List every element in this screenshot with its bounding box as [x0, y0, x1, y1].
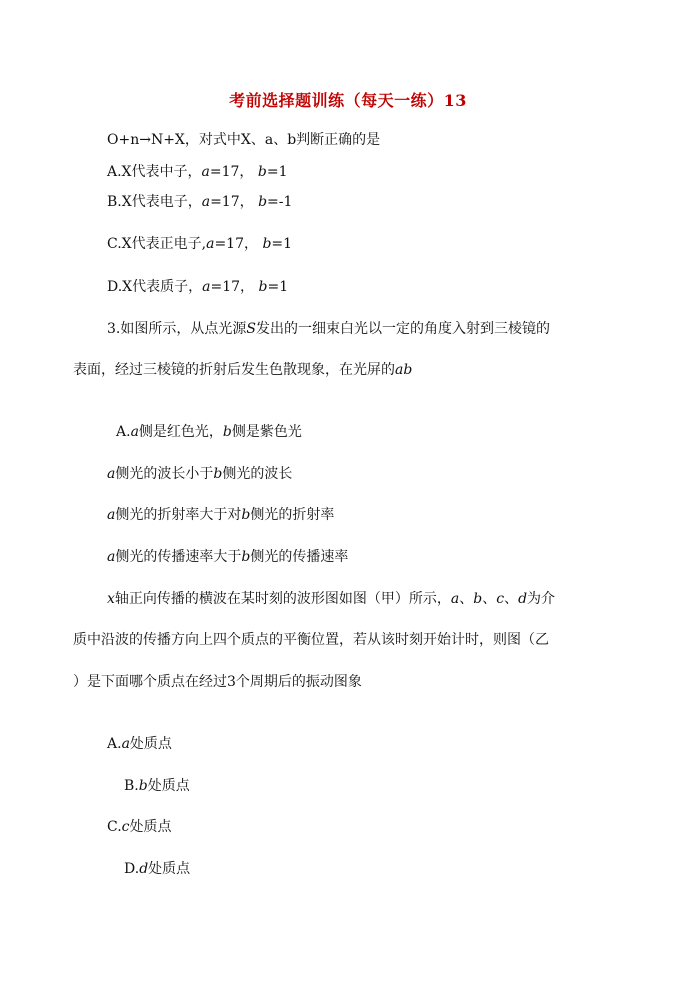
q3-text: 发出的一细束白光以一定的角度入射到三棱镜的 — [255, 321, 550, 337]
var-a: a — [202, 279, 211, 295]
separator: 、 — [504, 591, 519, 607]
q4-option-d — [124, 860, 190, 878]
option-prefix: D. — [124, 861, 140, 877]
option-prefix: B. — [124, 778, 139, 794]
q4-text: 轴正向传播的横波在某时刻的波形图如图（甲）所示， — [114, 591, 451, 607]
option-text: 处质点 — [148, 861, 191, 877]
q4-option-c — [107, 818, 172, 836]
separator: 、 — [482, 591, 497, 607]
var-s: S — [246, 321, 256, 337]
option-text: 侧光的波长小于 — [115, 466, 214, 482]
value-a: =17， — [214, 236, 258, 252]
q3-text: 表面，经过三棱镜的折射后发生色散现象，在光屏的 — [73, 362, 395, 378]
q3-option-a — [116, 423, 302, 441]
var-b: b — [257, 164, 267, 180]
q1-option-c — [107, 235, 292, 253]
option-prefix: B.X代表电子， — [107, 194, 202, 210]
var-b: b — [241, 549, 251, 565]
var-a: a — [121, 736, 130, 752]
separator: 、 — [459, 591, 474, 607]
value-b: =1 — [266, 164, 288, 180]
var-a: a — [130, 424, 139, 440]
var-a: a — [450, 591, 460, 607]
page-title: 考前选择题训练（每天一练）13 — [229, 91, 467, 110]
var-a: a — [107, 507, 116, 523]
q4-text: 为介 — [527, 591, 556, 607]
q3-stem-line-2 — [73, 361, 412, 379]
q1-stem: O+n→N+X，对式中X、a、b判断正确的是 — [107, 132, 381, 148]
option-text: 侧光的波长 — [222, 466, 293, 482]
option-prefix: A. — [116, 424, 131, 440]
option-text: 侧光的折射率 — [250, 507, 335, 523]
var-b: b — [213, 466, 223, 482]
value-b: =1 — [271, 236, 293, 252]
option-text: 处质点 — [129, 736, 172, 752]
value-a: =17， — [210, 194, 254, 210]
var-a: a — [201, 194, 211, 210]
option-text: 处质点 — [129, 819, 172, 835]
var-a: a — [107, 466, 116, 482]
var-b: b — [138, 778, 148, 794]
q3-text: 3.如图所示，从点光源 — [107, 321, 247, 337]
q4-stem-line-2: 质中沿波的传播方向上四个质点的平衡位置，若从该时刻开始计时，则图（乙 — [73, 632, 549, 648]
var-c: c — [496, 591, 505, 607]
var-d: d — [518, 591, 528, 607]
option-text: 侧光的传播速率大于 — [115, 549, 242, 565]
value-b: =-1 — [267, 194, 293, 210]
var-b: b — [258, 279, 268, 295]
option-prefix: A. — [107, 736, 122, 752]
var-a: a — [107, 549, 116, 565]
var-b: b — [258, 194, 268, 210]
var-a: a — [201, 164, 210, 180]
q1-option-d — [107, 278, 288, 296]
q1-option-b — [107, 193, 292, 211]
q3-option-d — [107, 548, 348, 566]
var-c: c — [121, 819, 130, 835]
var-a: a — [206, 236, 215, 252]
q3-option-b — [107, 465, 292, 483]
q4-stem-line-3: ）是下面哪个质点在经过3个周期后的振动图象 — [73, 674, 362, 690]
var-b: b — [473, 591, 483, 607]
var-ab: ab — [395, 362, 413, 378]
q4-stem-line-1 — [107, 590, 555, 608]
var-b: b — [241, 507, 251, 523]
q3-option-c — [107, 506, 334, 524]
var-d: d — [139, 861, 149, 877]
option-text: 处质点 — [147, 778, 190, 794]
option-text: 侧光的折射率大于对 — [115, 507, 242, 523]
option-text: 侧是紫色光 — [231, 424, 302, 440]
q1-option-a — [107, 163, 288, 181]
value-b: =1 — [267, 279, 289, 295]
option-text: 侧光的传播速率 — [250, 549, 349, 565]
option-prefix: A.X代表中子， — [107, 164, 202, 180]
option-prefix: D.X代表质子， — [107, 279, 203, 295]
value-a: =17， — [209, 164, 254, 180]
q3-stem-line-1 — [107, 320, 550, 338]
option-prefix: C.X代表正电子, — [107, 236, 207, 252]
var-x: x — [107, 591, 115, 607]
option-prefix: C. — [107, 819, 122, 835]
var-b: b — [222, 424, 232, 440]
value-a: =17， — [210, 279, 255, 295]
option-text: 侧是红色光， — [138, 424, 223, 440]
q4-option-b — [124, 777, 190, 795]
var-b: b — [262, 236, 272, 252]
q4-option-a — [107, 735, 172, 753]
